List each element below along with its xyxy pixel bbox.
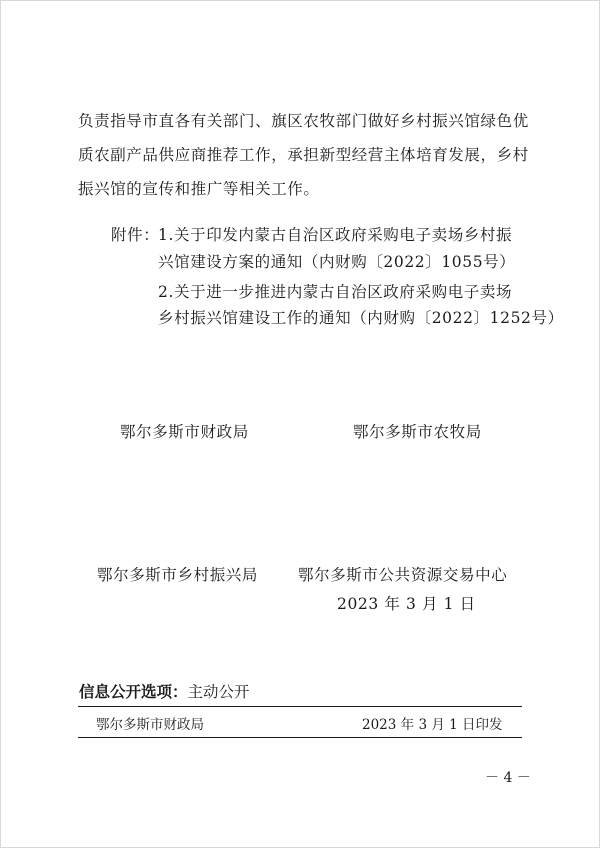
attachment-2-line-1: 2.关于进一步推进内蒙古自治区政府采购电子卖场	[158, 283, 513, 301]
page-number: － 4 －	[485, 770, 531, 786]
attachment-1-line-1: 1.关于印发内蒙古自治区政府采购电子卖场乡村振	[158, 226, 513, 244]
body-line: 质农副产品供应商推荐工作，承担新型经营主体培育发展，乡村	[78, 146, 529, 164]
signature-rural-bureau: 鄂尔多斯市乡村振兴局	[97, 566, 259, 584]
signature-finance-bureau: 鄂尔多斯市财政局	[120, 423, 249, 441]
footer-top-rule	[78, 706, 522, 707]
signature-trade-center: 鄂尔多斯市公共资源交易中心	[298, 566, 508, 584]
footer-issuer: 鄂尔多斯市财政局	[96, 717, 204, 733]
disclosure-value: 主动公开	[187, 683, 250, 701]
attachments-label: 附件：	[111, 226, 160, 244]
signature-date: 2023 年 3 月 1 日	[337, 595, 476, 613]
body-line: 负责指导市直各有关部门、旗区农牧部门做好乡村振兴馆绿色优	[78, 112, 529, 130]
attachment-2-line-2: 乡村振兴馆建设工作的通知（内财购〔2022〕1252号）	[158, 309, 564, 327]
signature-agri-bureau: 鄂尔多斯市农牧局	[353, 423, 482, 441]
body-paragraph	[78, 104, 538, 206]
body-line: 振兴馆的宣传和推广等相关工作。	[78, 180, 320, 198]
info-disclosure	[79, 680, 250, 702]
footer-bottom-rule	[78, 737, 522, 738]
attachment-1-line-2: 兴馆建设方案的通知（内财购〔2022〕1055号）	[158, 253, 516, 271]
disclosure-label: 信息公开选项：	[79, 683, 188, 701]
footer-print-date: 2023 年 3 月 1 日印发	[362, 717, 503, 733]
